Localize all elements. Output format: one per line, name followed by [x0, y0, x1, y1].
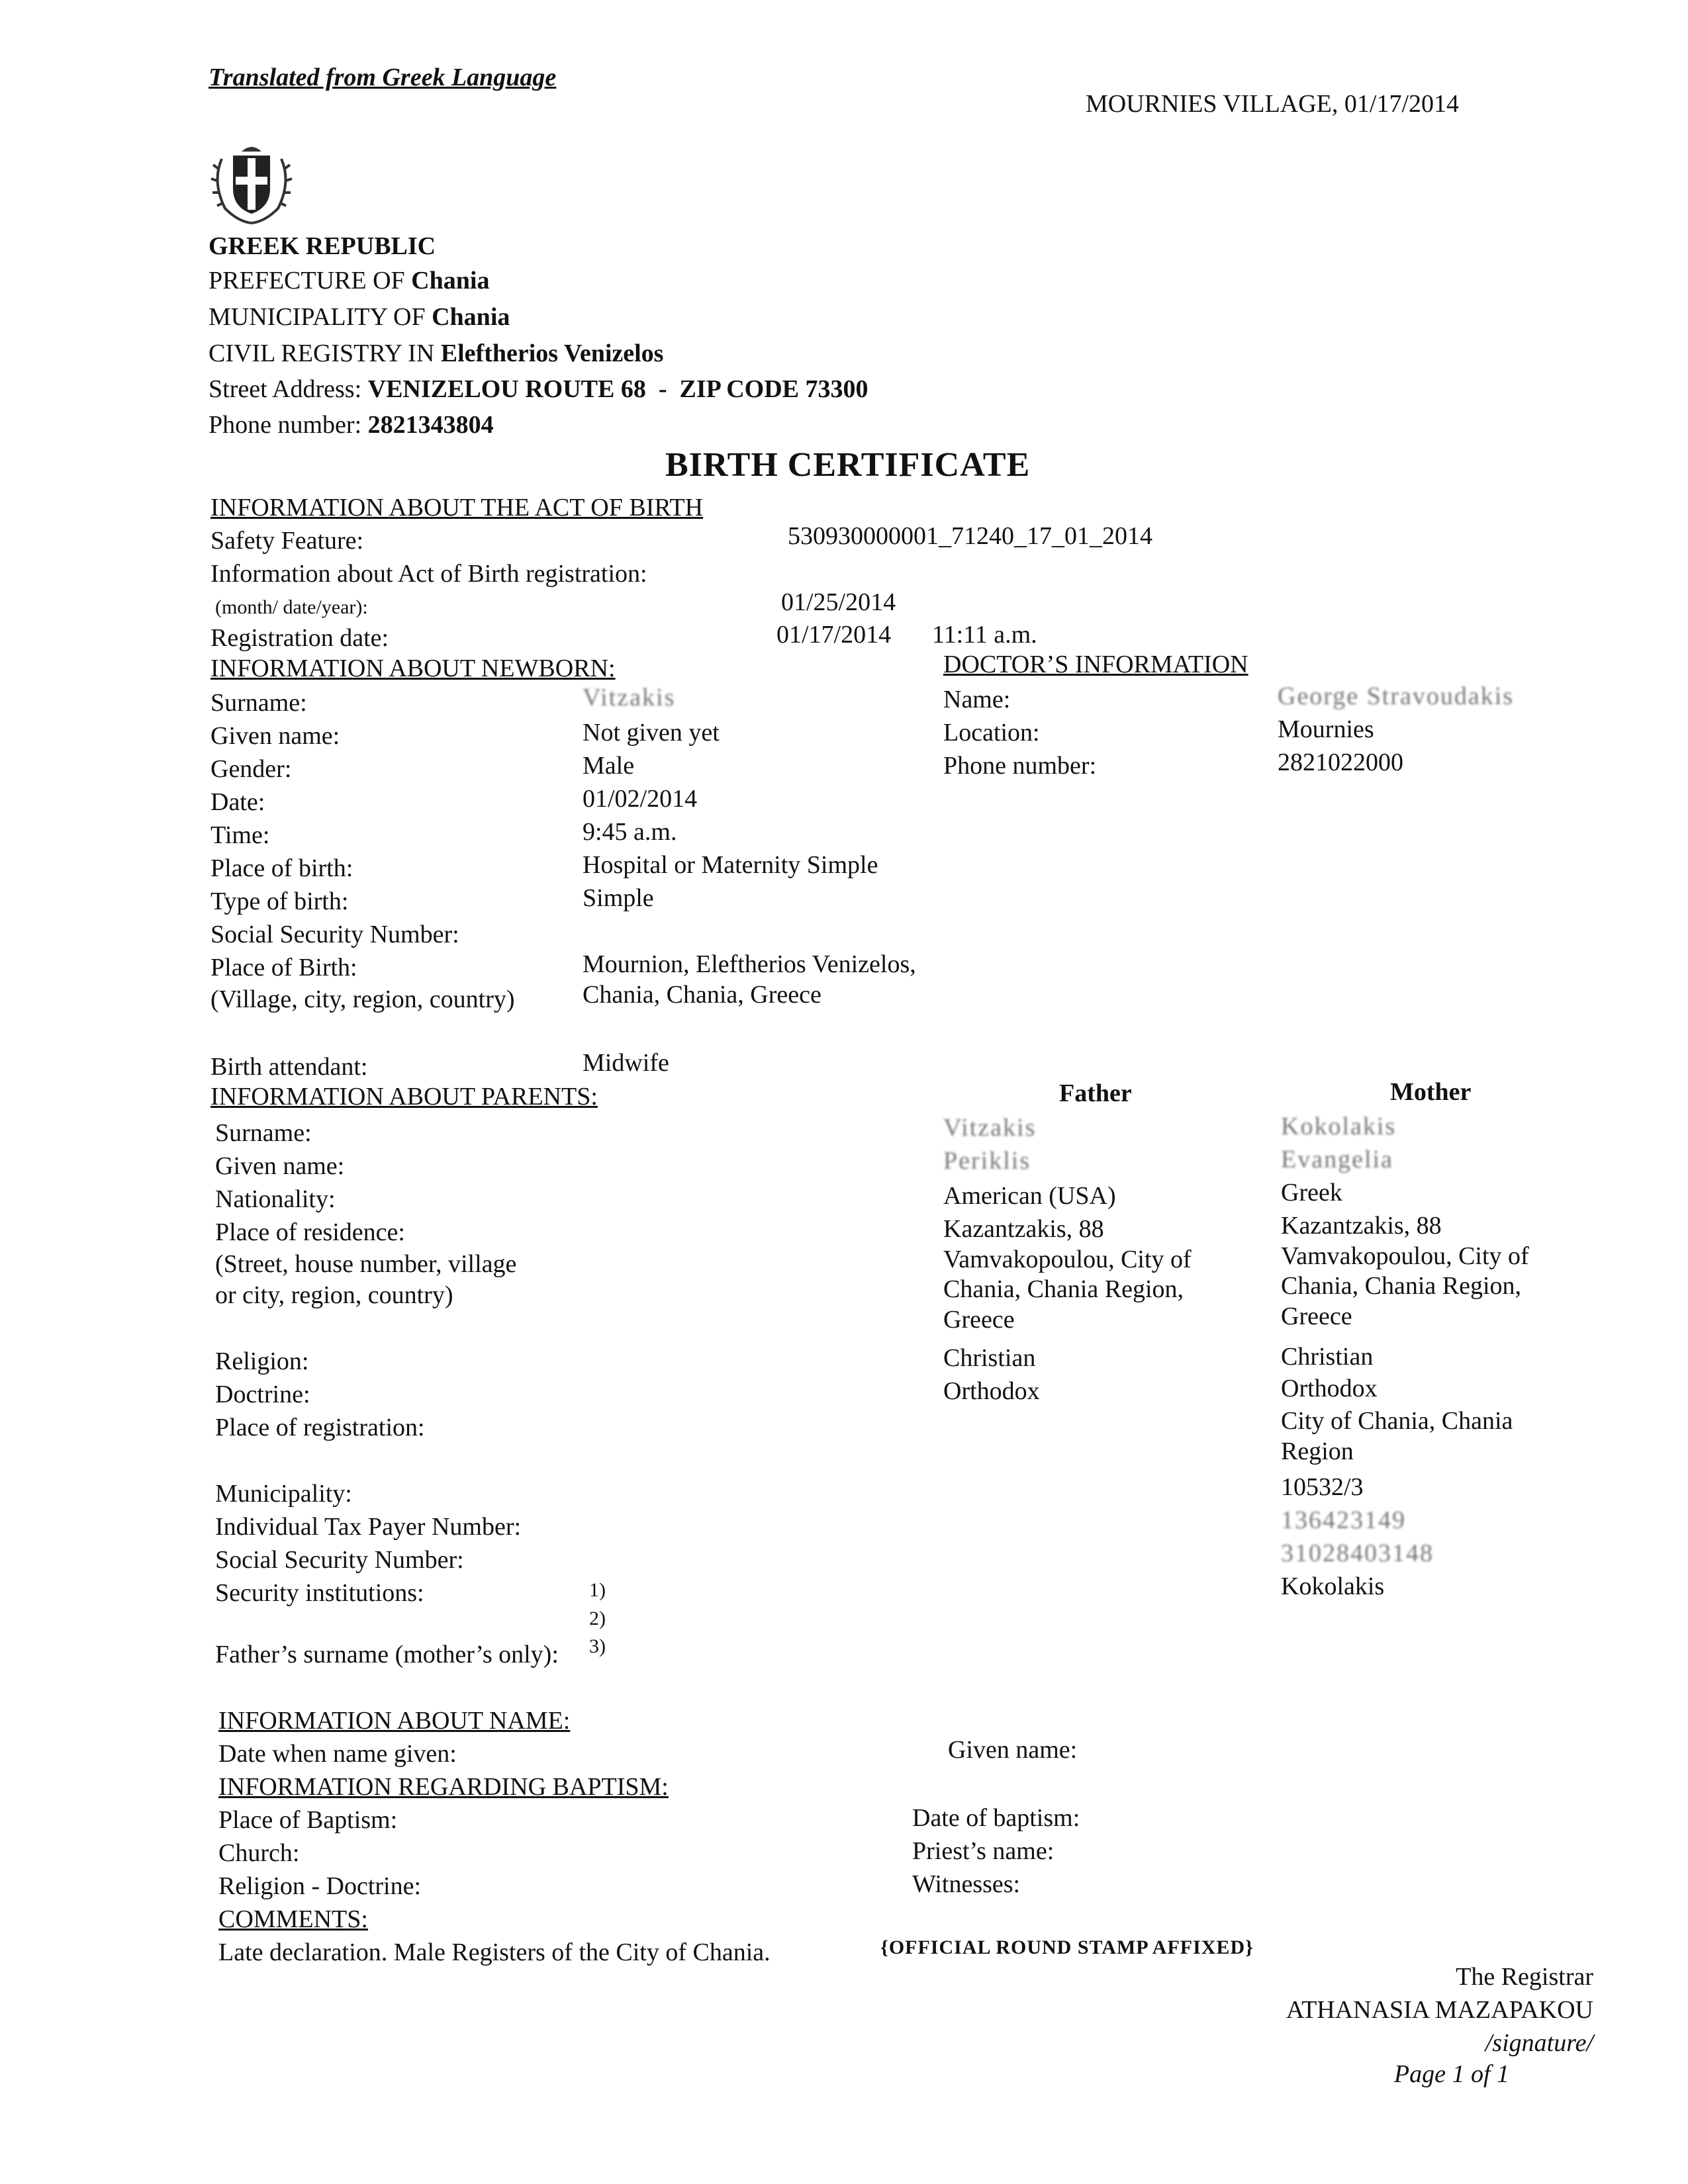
security-item: 1): [589, 1579, 606, 1601]
parent-label-residence-sub: or city, region, country): [215, 1281, 453, 1309]
republic: GREEK REPUBLIC: [209, 232, 436, 260]
name-info-heading: INFORMATION ABOUT NAME:: [218, 1707, 571, 1735]
doctor-heading: DOCTOR’S INFORMATION: [943, 651, 1248, 678]
mother-doctrine: Orthodox: [1281, 1375, 1378, 1402]
mother-municipality: 10532/3: [1281, 1473, 1364, 1501]
newborn-value: 01/02/2014: [583, 785, 698, 813]
place-of-birth-label: Place of Birth:: [211, 954, 357, 981]
prefecture-value: Chania: [411, 267, 490, 295]
parent-label-tax: Individual Tax Payer Number:: [215, 1513, 522, 1541]
name-given-label: Given name:: [948, 1736, 1078, 1764]
father-religion: Christian: [943, 1344, 1036, 1372]
official-stamp-note: {OFFICIAL ROUND STAMP AFFIXED}: [880, 1936, 1254, 1958]
date-format-label: (month/ date/year):: [215, 596, 368, 618]
phone-value: 2821343804: [367, 411, 494, 439]
father-given-name: Periklis: [943, 1147, 1031, 1175]
parent-label-security: Security institutions:: [215, 1579, 424, 1607]
father-residence: Kazantzakis, 88 Vamvakopoulou, City of Chania, Chania Region, Greece: [943, 1215, 1192, 1334]
mother-residence: Kazantzakis, 88 Vamvakopoulou, City of Chania, Chania Region, Greece: [1281, 1212, 1529, 1330]
mother-surname: Kokolakis: [1281, 1113, 1397, 1140]
parent-label-given-name: Given name:: [215, 1152, 345, 1180]
prefecture-label: PREFECTURE OF: [209, 267, 405, 295]
newborn-label: Gender:: [211, 755, 292, 783]
phone-label: Phone number:: [209, 411, 362, 439]
parent-label-residence: Place of residence:: [215, 1218, 405, 1246]
phone-line: [209, 410, 494, 441]
doctor-label: Phone number:: [943, 752, 1097, 780]
father-surname: Vitzakis: [943, 1114, 1037, 1142]
father-nationality: American (USA): [943, 1182, 1116, 1210]
baptism-place-label: Place of Baptism:: [218, 1806, 398, 1834]
newborn-label: Time:: [211, 821, 270, 849]
baptism-priest-label: Priest’s name:: [912, 1837, 1055, 1865]
baptism-religion-label: Religion - Doctrine:: [218, 1872, 422, 1900]
translated-note: Translated from Greek Language: [209, 64, 557, 91]
doctor-value: 2821022000: [1278, 749, 1403, 776]
parent-label-registration: Place of registration:: [215, 1414, 425, 1441]
parent-label-religion: Religion:: [215, 1347, 309, 1375]
baptism-church-label: Church:: [218, 1839, 300, 1867]
comments-heading: COMMENTS:: [218, 1905, 368, 1933]
parent-label-doctrine: Doctrine:: [215, 1381, 310, 1408]
newborn-value: Hospital or Maternity Simple: [583, 851, 878, 879]
document-title: BIRTH CERTIFICATE: [665, 446, 1031, 484]
newborn-label: Social Security Number:: [211, 921, 459, 948]
newborn-heading: INFORMATION ABOUT NEWBORN:: [211, 655, 616, 682]
newborn-label: Place of birth:: [211, 854, 353, 882]
municipality-label: MUNICIPALITY OF: [209, 303, 426, 331]
address-line: [209, 375, 868, 405]
page-number: Page 1 of 1: [1393, 2060, 1509, 2088]
reg-info-label: Information about Act of Birth registration:: [211, 560, 647, 588]
newborn-label: Surname:: [211, 689, 307, 717]
parent-label-surname: Surname:: [215, 1119, 312, 1147]
reg-info-value: 01/25/2014: [781, 588, 896, 616]
mother-ssn: 31028403148: [1281, 1539, 1434, 1567]
parent-label-nationality: Nationality:: [215, 1185, 336, 1213]
parent-label-ssn: Social Security Number:: [215, 1546, 464, 1574]
place-date: MOURNIES VILLAGE, 01/17/2014: [1086, 90, 1460, 118]
address-label: Street Address:: [209, 375, 362, 403]
mother-nationality: Greek: [1281, 1179, 1342, 1206]
municipality-value: Chania: [432, 303, 510, 331]
comments-text: Late declaration. Male Registers of the City of Chania.: [218, 1938, 771, 1966]
doctor-label: Name:: [943, 686, 1011, 713]
reg-date-label: Registration date:: [211, 624, 389, 652]
parent-label-residence-sub: (Street, house number, village: [215, 1250, 517, 1278]
birth-attendant-label: Birth attendant:: [211, 1053, 368, 1081]
place-of-birth-sublabel: (Village, city, region, country): [211, 985, 515, 1013]
newborn-label: Date:: [211, 788, 265, 816]
name-date-label: Date when name given:: [218, 1740, 457, 1768]
newborn-label: Given name:: [211, 722, 340, 750]
birth-attendant-value: Midwife: [583, 1049, 669, 1077]
safety-value: 530930000001_71240_17_01_2014: [788, 522, 1152, 550]
mother-religion: Christian: [1281, 1343, 1374, 1371]
newborn-value: Simple: [583, 884, 654, 912]
newborn-value: 9:45 a.m.: [583, 818, 677, 846]
newborn-value: Not given yet: [583, 719, 720, 747]
place-of-birth-value: Mournion, Eleftherios Venizelos, Chania, Chania, Greece: [583, 950, 916, 1009]
baptism-witnesses-label: Witnesses:: [912, 1870, 1021, 1898]
father-header: Father: [1059, 1079, 1132, 1107]
parents-heading: INFORMATION ABOUT PARENTS:: [211, 1083, 598, 1111]
mother-registration: City of Chania, Chania Region: [1281, 1407, 1513, 1465]
registrar-title: The Registrar: [1456, 1963, 1593, 1991]
registry-line: [209, 339, 663, 369]
signature-note: /signature/: [1485, 2029, 1593, 2057]
security-item: 3): [589, 1635, 606, 1657]
reg-time-value: 11:11 a.m.: [932, 621, 1037, 649]
safety-label: Safety Feature:: [211, 527, 364, 555]
newborn-label: Type of birth:: [211, 887, 349, 915]
mother-header: Mother: [1390, 1078, 1472, 1106]
act-heading: INFORMATION ABOUT THE ACT OF BIRTH: [211, 494, 704, 522]
baptism-heading: INFORMATION REGARDING BAPTISM:: [218, 1773, 669, 1801]
baptism-date-label: Date of baptism:: [912, 1804, 1080, 1832]
reg-date-value: 01/17/2014: [776, 621, 892, 649]
registry-value: Eleftherios Venizelos: [440, 340, 664, 367]
newborn-value: Vitzakis: [583, 684, 676, 711]
mother-fathers-surname: Kokolakis: [1281, 1572, 1385, 1600]
newborn-value: Male: [583, 752, 635, 780]
doctor-label: Location:: [943, 719, 1040, 747]
mother-tax: 136423149: [1281, 1506, 1406, 1534]
security-item: 2): [589, 1608, 606, 1629]
mother-given-name: Evangelia: [1281, 1146, 1393, 1173]
prefecture-line: [209, 266, 489, 296]
registrar-name: ATHANASIA MAZAPAKOU: [1286, 1996, 1593, 2024]
doctor-value: George Stravoudakis: [1278, 682, 1515, 710]
father-doctrine: Orthodox: [943, 1377, 1040, 1405]
parent-label-municipality: Municipality:: [215, 1480, 352, 1508]
greek-coat-of-arms-icon: [205, 136, 298, 228]
parent-label-fathers-surname: Father’s surname (mother’s only):: [215, 1641, 559, 1668]
address-value: VENIZELOU ROUTE 68 - ZIP CODE 73300: [367, 375, 868, 403]
municipality-line: [209, 302, 510, 333]
registry-label: CIVIL REGISTRY IN: [209, 340, 435, 367]
doctor-value: Mournies: [1278, 715, 1374, 743]
